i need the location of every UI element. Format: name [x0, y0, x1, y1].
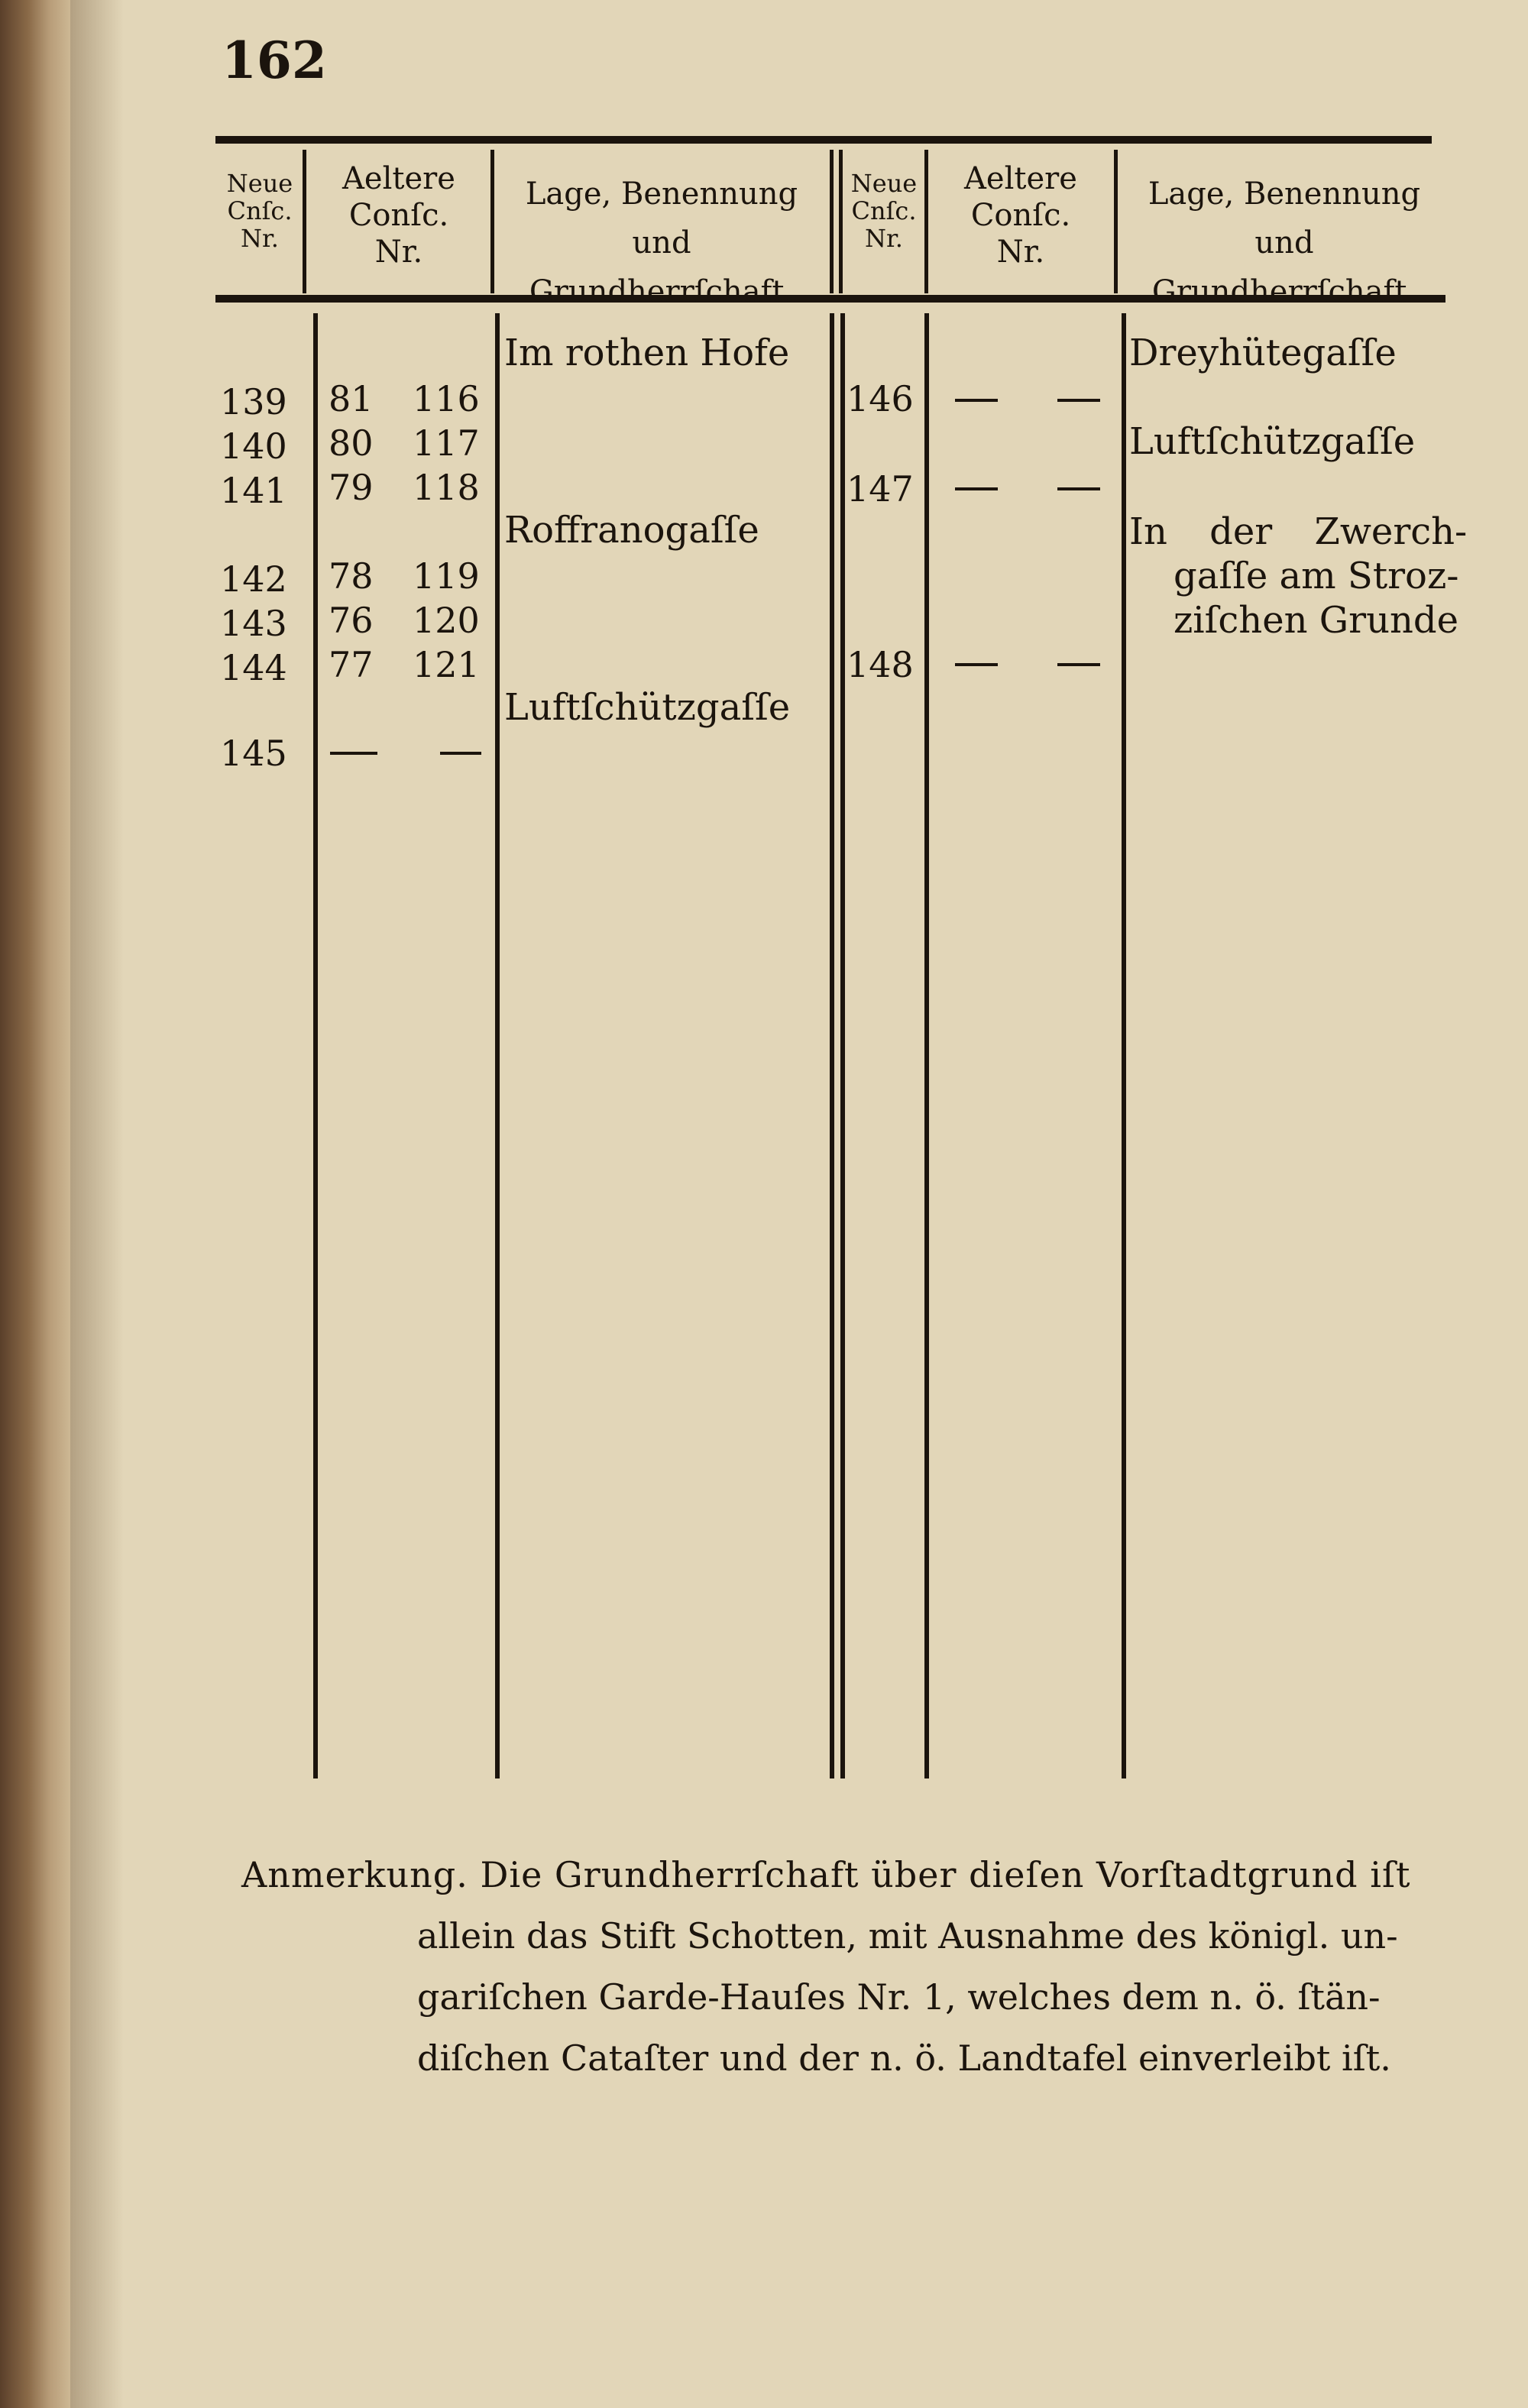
- neue-number: 141: [220, 470, 287, 511]
- body-divider: [840, 313, 845, 1778]
- street-name: Luftſchützgaſſe: [1129, 420, 1416, 463]
- body-divider: [495, 313, 500, 1778]
- body-divider: [924, 313, 929, 1778]
- header-aeltere-line2: Conſc.: [348, 198, 449, 233]
- empty-dash: [955, 663, 998, 666]
- empty-dash: [955, 487, 998, 490]
- street-name-line: gaſſe am Stroz-: [1174, 555, 1459, 597]
- header-neue-line2: Cnſc.: [227, 196, 293, 225]
- header-neue-line1: Neue: [850, 169, 918, 198]
- street-name: Roffranogaſſe: [504, 509, 759, 552]
- header-divider: [924, 150, 928, 293]
- header-lage-left: [495, 170, 828, 316]
- note-line: allein das Stift Schotten, mit Ausnahme des königl. un-: [417, 1915, 1398, 1956]
- neue-number: 148: [847, 644, 914, 685]
- neue-number: 142: [220, 558, 287, 600]
- book-edge: [0, 0, 70, 2408]
- header-divider: [830, 150, 834, 293]
- header-lage-line2: Grundherrſchaft.: [529, 274, 795, 309]
- aeltere-number: 80: [329, 422, 374, 464]
- neue-number: 146: [847, 378, 914, 419]
- empty-dash: [1057, 399, 1100, 402]
- header-aeltere-line3: Nr.: [374, 235, 423, 270]
- aeltere-number: 119: [413, 555, 480, 597]
- header-neue-line2: Cnſc.: [851, 196, 917, 225]
- aeltere-number: 117: [413, 422, 480, 464]
- header-aeltere-line1: Aeltere: [342, 161, 455, 196]
- note-line: diſchen Cataſter und der n. ö. Landtafel einverleibt iſt.: [417, 2037, 1391, 2079]
- header-rule-top: [215, 136, 1432, 144]
- aeltere-number: 78: [329, 555, 374, 597]
- neue-number: 143: [220, 603, 287, 644]
- note-line: gariſchen Garde-Hauſes Nr. 1, welches dem n. ö. ſtän-: [417, 1976, 1381, 2018]
- body-divider: [313, 313, 318, 1778]
- aeltere-number: 116: [413, 378, 480, 419]
- header-lage-line1: Lage, Benennung und: [525, 176, 798, 261]
- street-name: Dreyhütegaſſe: [1129, 332, 1397, 374]
- aeltere-number: 76: [329, 600, 374, 641]
- page-gutter-shadow: [70, 0, 124, 2408]
- empty-dash: [1057, 487, 1100, 490]
- header-lage-line1: Lage, Benennung und: [1148, 176, 1421, 261]
- neue-number: 139: [220, 381, 287, 422]
- empty-dash: [330, 752, 377, 755]
- body-divider: [1122, 313, 1126, 1778]
- empty-dash: [440, 752, 481, 755]
- header-divider: [490, 150, 494, 293]
- neue-number: 140: [220, 426, 287, 467]
- header-aeltere-line1: Aeltere: [964, 161, 1077, 196]
- empty-dash: [955, 399, 998, 402]
- header-neue-line3: Nr.: [865, 224, 903, 253]
- header-aeltere-line3: Nr.: [996, 235, 1045, 270]
- aeltere-number: 121: [413, 644, 480, 685]
- header-divider: [303, 150, 306, 293]
- aeltere-number: 118: [413, 467, 480, 508]
- header-aeltere-line2: Conſc.: [970, 198, 1071, 233]
- street-name-line: In der Zwerch-: [1129, 510, 1468, 553]
- header-neue-left: [215, 170, 304, 252]
- header-lage-right: [1120, 170, 1449, 316]
- neue-number: 147: [847, 468, 914, 510]
- aeltere-number: 81: [329, 378, 374, 419]
- header-aeltere-left: [307, 160, 490, 270]
- street-name: Im rothen Hofe: [504, 332, 790, 374]
- neue-number: 144: [220, 647, 287, 688]
- aeltere-number: 79: [329, 467, 374, 508]
- body-divider: [830, 313, 834, 1778]
- empty-dash: [1057, 663, 1100, 666]
- header-neue-right: [843, 170, 924, 252]
- aeltere-number: 120: [413, 600, 480, 641]
- header-divider: [1114, 150, 1118, 293]
- page-number: 162: [222, 31, 327, 90]
- header-aeltere-right: [927, 160, 1114, 270]
- header-neue-line1: Neue: [226, 169, 293, 198]
- header-divider: [839, 150, 843, 293]
- street-name: Luftſchützgaſſe: [504, 686, 791, 729]
- header-neue-line3: Nr.: [241, 224, 279, 253]
- street-name-line: ziſchen Grunde: [1174, 599, 1459, 642]
- note-line: Anmerkung. Die Grundherrſchaft über dieſen Vorſtadtgrund iſt: [241, 1854, 1411, 1895]
- neue-number: 145: [220, 733, 287, 774]
- header-lage-line2: Grundherrſchaft.: [1151, 274, 1417, 309]
- aeltere-number: 77: [329, 644, 374, 685]
